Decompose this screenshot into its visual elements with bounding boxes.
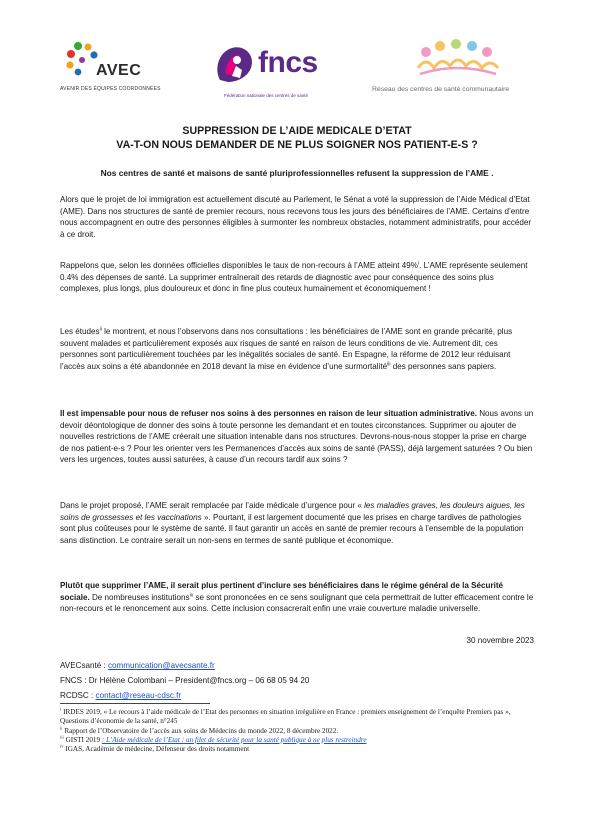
footnote-marker: iii [60, 734, 64, 740]
paragraph-1-text: Alors que le projet de loi immigration est actuellement discuté au Parlement, le Sénat a voté la suppression de l’Aide Médical d’Etat (AME). Dans nos structures de santé de premier recours, nous recevons tous les jours des bénéficiaires de l’AME. Certains d’entre nous accompagnent en outre des personnes éligibles à surmonter les nombreux obstacles, notamment administratifs, pour accéder à ce droit. [60, 195, 532, 239]
paragraph-6 [60, 580, 534, 615]
contact-fncs [60, 675, 309, 687]
footnote-text: IRDES 2019, « Le recours à l’aide médicale de l’Etat des personnes en situation irrégulière en France : premiers enseignement de l’enquête Premiers pas », Questions d’économie de la santé, n°245 [60, 708, 511, 726]
fncs-person-icon [210, 40, 258, 88]
contact-label: RCDSC : [60, 691, 96, 700]
footnote-divider [60, 703, 210, 704]
contact-avecsante [60, 660, 215, 672]
paragraph-4-bold: Il est impensable pour nous de refuser nos soins à des personnes en raison de leur situation administrative. [60, 409, 477, 418]
footnote-ref-4[interactable]: iv [189, 591, 194, 598]
paragraph-5-italic: les maladies graves, les douleurs aigues, les soins de grossesses et les vaccinations [60, 501, 525, 522]
document-date: 30 novembre 2023 [466, 636, 534, 645]
footnote-text: IGAS, Académie de médecine, Défenseur des droits notamment [63, 745, 250, 754]
footnote-text: Rapport de l’Observatoire de l’accès aux soins de Médecins du monde 2022, 8 décembre 2022. [62, 726, 339, 735]
paragraph-6-text-b: se sont prononcées en ce sens soulignant que cela permettrait de lutter efficacement contre le non-recours et le renoncement aux soins. Cette inclusion consacrerait enfin une vraie couverture maladie universelle. [60, 592, 534, 614]
page-subtitle: VA-T-ON NOUS DEMANDER DE NE PLUS SOIGNER NOS PATIENT-E-S ? [116, 139, 478, 151]
footnote-ref-2[interactable]: ii [99, 326, 102, 333]
paragraph-3-text-a: Les études [60, 327, 100, 336]
rcdsc-figures-icon [412, 38, 502, 82]
avec-logo-word: AVEC [96, 62, 142, 79]
avec-logo [60, 40, 170, 100]
paragraph-4 [60, 408, 534, 466]
paragraph-3 [60, 326, 534, 372]
paragraph-5-text-b: ». Pourtant, il est largement documenté que les prises en charge tardives de pathologies sont plus coûteuses pour le système de santé. Il faut garantir un accès en santé de premier recours à l’ensemble de la population sans distinction. Le contraire serait un non-sens en termes de santé publique et économique. [60, 512, 524, 545]
paragraph-2-text-a: Rappelons que, selon les données officielles disponibles le taux de non-recours à l’AME atteint 49% [60, 261, 418, 270]
footnote-ref-3[interactable]: iii [387, 361, 391, 368]
paragraph-5 [60, 500, 534, 546]
footnote-marker: ii [60, 725, 63, 731]
footnote-3 [60, 736, 540, 745]
contact-label: FNCS : [60, 676, 89, 685]
contact-rcdsc [60, 690, 181, 702]
header-logos [60, 36, 540, 106]
footnote-marker: iv [60, 743, 64, 749]
page-title: SUPPRESSION DE L’AIDE MEDICALE D’ETAT [182, 125, 412, 137]
paragraph-4-text: Nous avons un devoir déontologique de donner des soins à toute personne les demandant et en toutes circonstances. Supprimer ou ajouter de nouvelles restrictions de l’AME créerait une situation intenable dans nos structures. Devrons-nous-nous stopper la prise en charge de nos patient-e-s ? Pour les orienter vers les Permanences d’accès aux soins de santé (PASS), déjà largement saturées ? Ou bien vers les urgences, toutes aussi saturées, à cause d’un recours tardif aux soins ? [60, 409, 534, 465]
footnote-ref-1[interactable]: i [418, 260, 420, 267]
contact-value: Dr Hélène Colombani – President@fncs.org – 06 68 05 94 20 [88, 676, 310, 685]
paragraph-5-text-a: Dans le projet proposé, l’AME serait remplacée par l’aide médicale d’urgence pour « [60, 501, 365, 510]
lead-statement: Nos centres de santé et maisons de santé pluriprofessionnelles refusent la suppression de l’AME . [100, 168, 494, 178]
avec-logo-subtitle: AVENIR DES ÉQUIPES COORDONNÉES [60, 86, 161, 92]
footnote-marker: i [60, 706, 62, 712]
footnotes [60, 708, 540, 754]
footnote-link[interactable]: : L’Aide médicale de l’Etat : un filet de sécurité pour la santé publique à ne plus restreindre [101, 735, 367, 744]
paragraph-1 [60, 194, 534, 240]
fncs-logo [210, 36, 340, 106]
footnote-1 [60, 708, 540, 727]
rcdsc-logo [372, 38, 542, 104]
footnote-2 [60, 727, 540, 736]
paragraph-6-bold: Plutôt que supprimer l’AME, il serait plus pertinent d’inclure ses bénéficiaires dans le régime général de la Sécurité sociale. [60, 581, 504, 602]
contact-email-link[interactable]: contact@reseau-cdsc.fr [95, 691, 182, 700]
paragraph-3-text-c: des personnes sans papiers. [390, 361, 497, 371]
paragraph-2-text-b: . L’AME représente seulement 0.4% des dépenses de santé. La supprimer entraînerait des retards de diagnostic avec pour conséquence des soins plus complexes, plus longs, plus douloureux et donc in fine plus couteux humainement et économiquement ! [60, 261, 528, 294]
contact-label: AVECsanté : [60, 661, 108, 670]
fncs-logo-word: fncs [258, 46, 318, 79]
paragraph-6-text-a: De nombreuses institutions [89, 592, 190, 602]
fncs-logo-subtitle: Fédération nationale des centres de santé [224, 93, 309, 98]
paragraph-2 [60, 260, 534, 295]
footnote-4 [60, 745, 540, 754]
contact-email-link[interactable]: communication@avecsante.fr [108, 661, 215, 670]
rcdsc-logo-subtitle: Réseau des centres de santé communautaire [372, 86, 510, 93]
paragraph-3-text-b: le montrent, et nous l’observons dans nos consultations : les bénéficiaires de l’AME sont en grande précarité, plus souvent malades et particulièrement exposés aux risques de santé en raison de leurs conditions de vie. Autrement dit, ces personnes sont particulièrement touchées par les inégalités sociales de santé. En Espagne, la réforme de 2012 leur réduisant l’accès aux soins a été abandonnée en 2018 devant la mise en évidence d’une surmortalité [60, 327, 513, 371]
footnote-text: GISTI 2019 [63, 735, 102, 744]
